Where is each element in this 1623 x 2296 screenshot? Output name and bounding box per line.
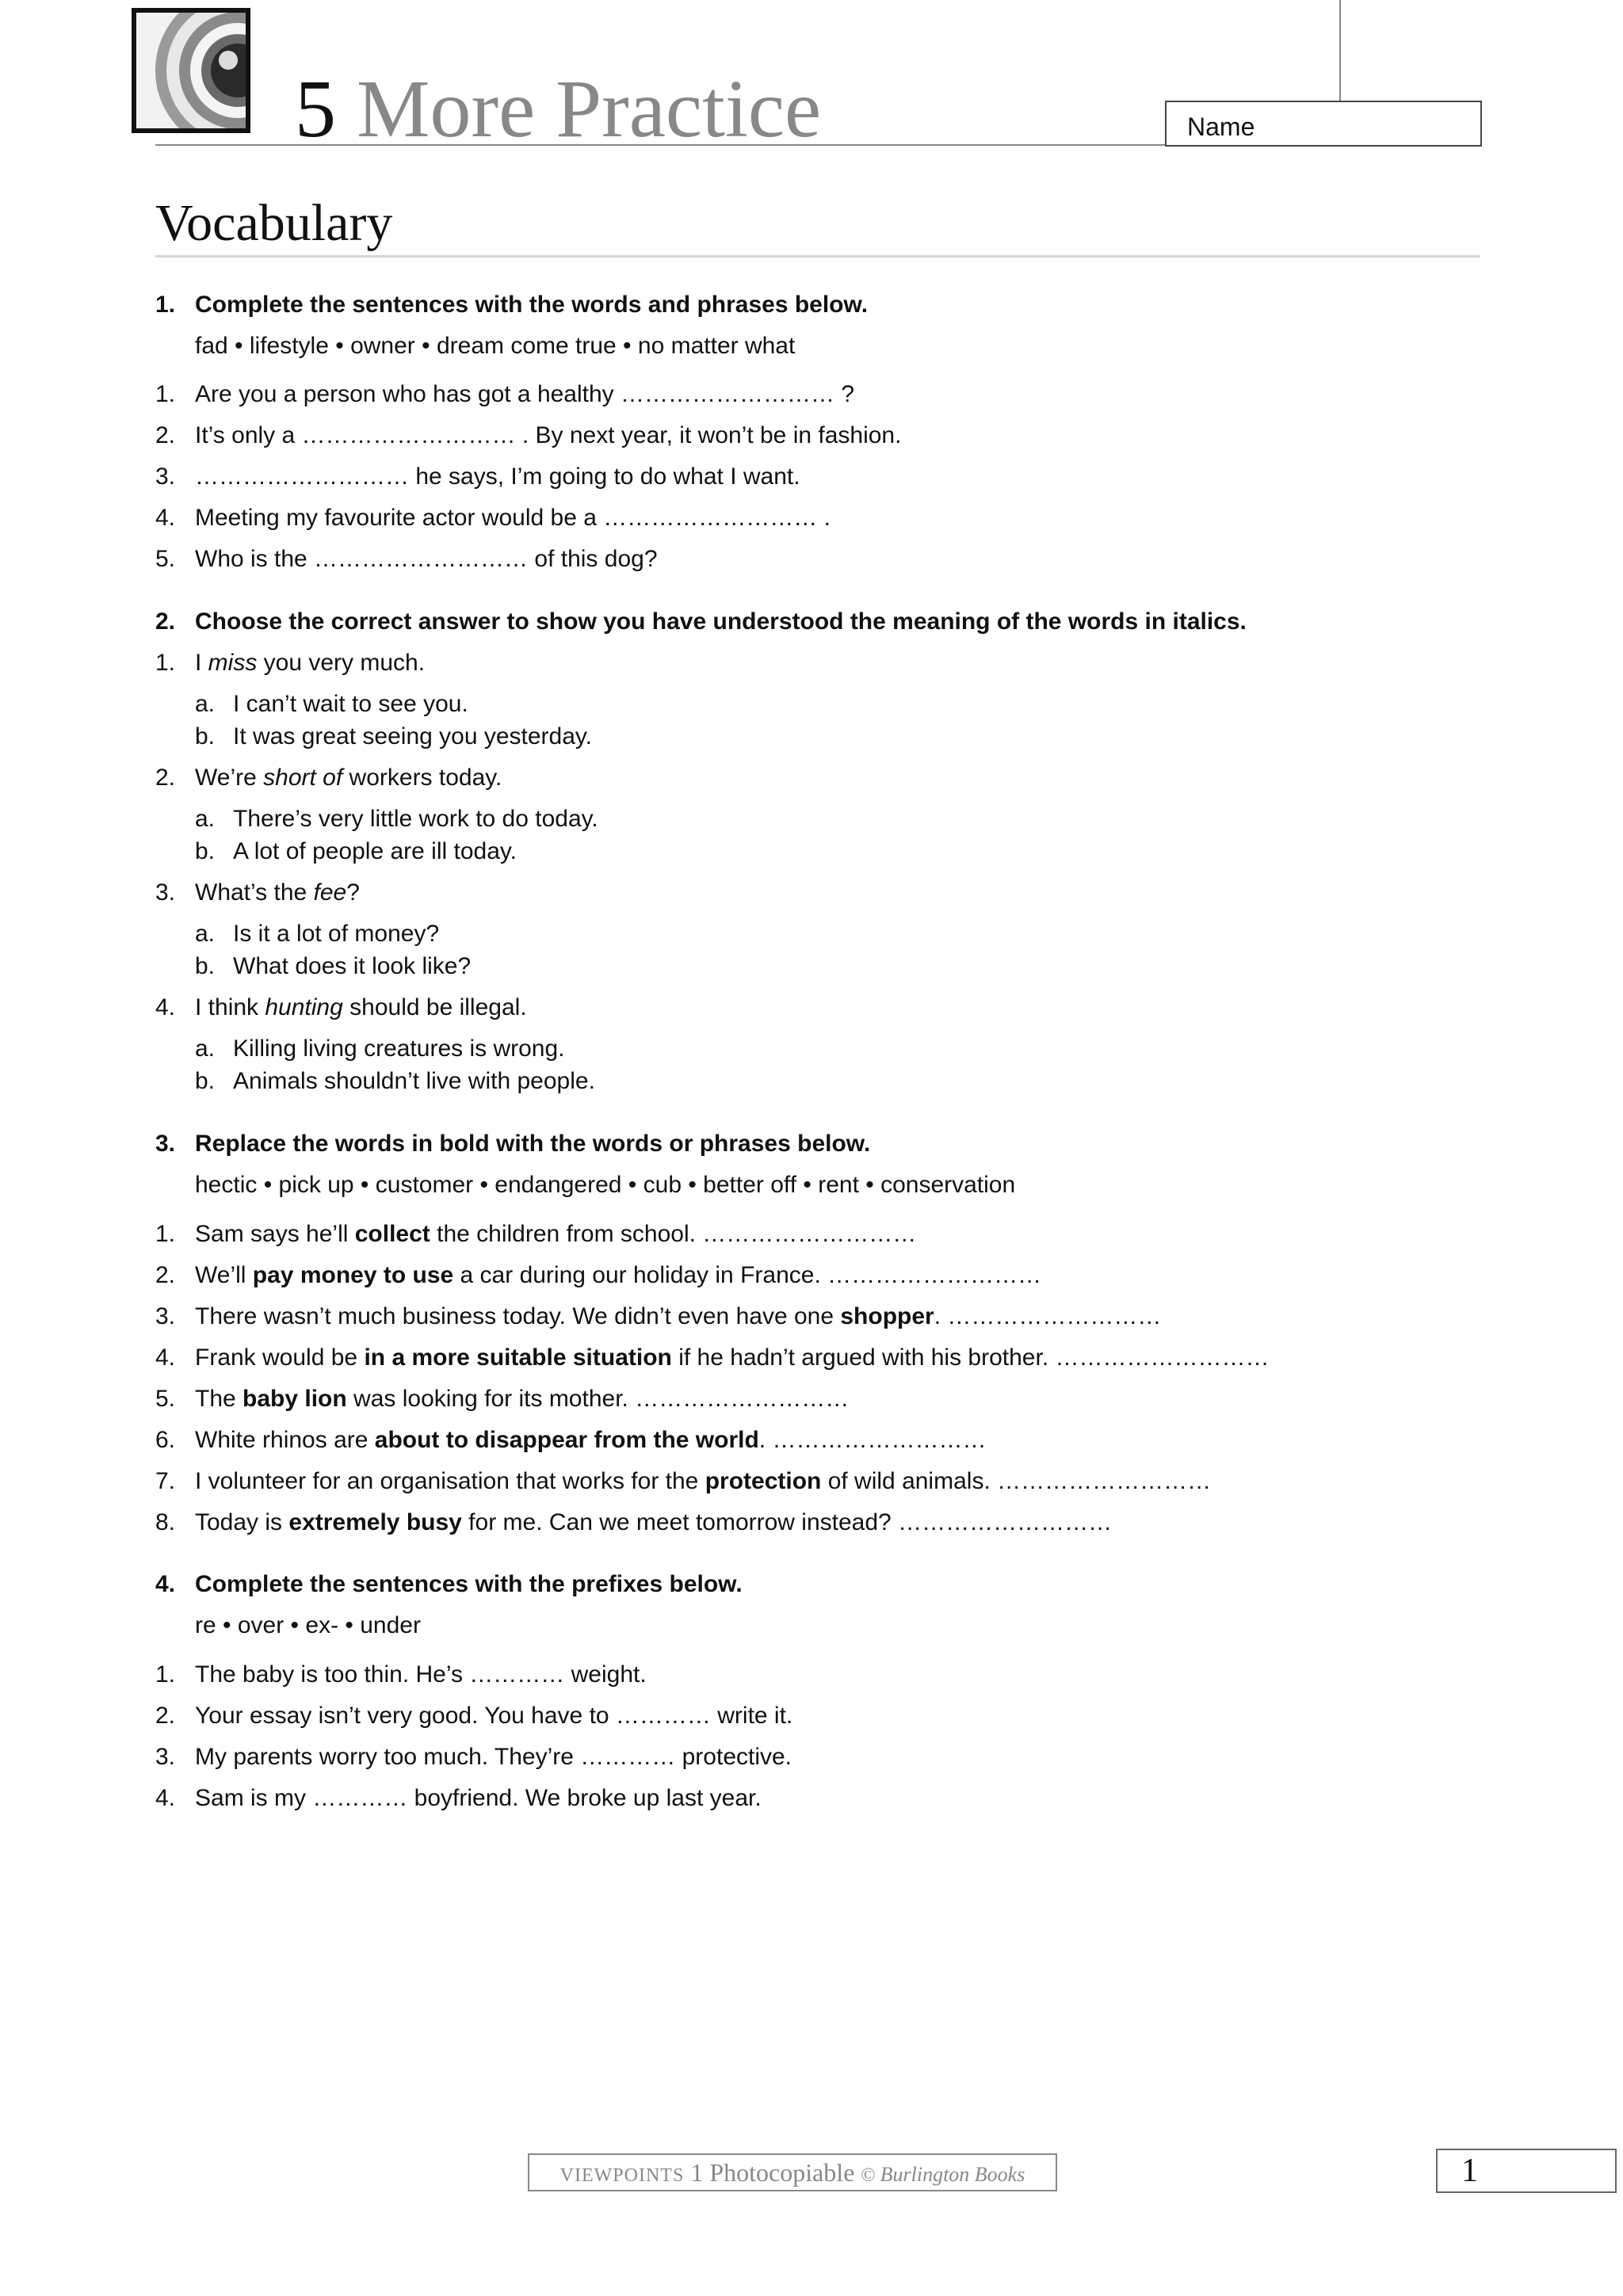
- section-divider: [155, 255, 1480, 257]
- series-name: VIEWPOINTS: [559, 2165, 685, 2186]
- option-text: It was great seeing you yesterday.: [233, 723, 593, 749]
- option-letter: b.: [195, 953, 216, 979]
- item-text: My parents worry too much. They’re ………… protective.: [195, 1744, 792, 1770]
- item-number: 3.: [155, 1303, 176, 1329]
- item-text: Sam says he’ll: [195, 1221, 355, 1247]
- option-letter: a.: [195, 691, 216, 717]
- item-number: 2.: [155, 422, 176, 448]
- option-text: A lot of people are ill today.: [233, 838, 517, 864]
- item-number: 4.: [155, 1344, 176, 1371]
- section-title: Vocabulary: [155, 194, 393, 252]
- option-text: Animals shouldn’t live with people.: [233, 1068, 595, 1094]
- item-text: the children from school. ………………………: [430, 1221, 917, 1247]
- italic-word: hunting: [265, 994, 343, 1020]
- item-text: What’s the: [195, 879, 314, 906]
- instruction-text: Choose the correct answer to show you have understood the meaning of the words in italics.: [195, 608, 1247, 635]
- italic-word: short of: [263, 765, 343, 791]
- photocopiable-label: Photocopiable: [709, 2158, 855, 2187]
- item-text: The baby is too thin. He’s ………… weight.: [195, 1661, 647, 1688]
- option-letter: a.: [195, 1035, 216, 1062]
- item-text: ?: [346, 879, 360, 906]
- item-number: 1.: [155, 1661, 176, 1688]
- exercise-number: 2.: [155, 608, 176, 635]
- option-text: Is it a lot of money?: [233, 921, 440, 947]
- item-number: 5.: [155, 1386, 176, 1412]
- item-number: 8.: [155, 1509, 176, 1535]
- item-text: was looking for its mother. ………………………: [346, 1386, 850, 1412]
- bold-phrase: shopper: [840, 1303, 934, 1329]
- item-text: The: [195, 1386, 243, 1412]
- exercise-number: 3.: [155, 1131, 176, 1157]
- item-text: should be illegal.: [342, 994, 527, 1020]
- camera-lens-icon: [136, 13, 246, 128]
- item-text: We’re: [195, 765, 264, 791]
- footer-credit: [528, 2153, 1057, 2191]
- name-label: Name: [1187, 113, 1255, 141]
- page-number: 1: [1436, 2149, 1617, 2193]
- option-letter: b.: [195, 1068, 216, 1094]
- series-level: 1: [690, 2158, 704, 2187]
- bold-phrase: about to disappear from the world: [374, 1427, 759, 1453]
- item-text: . ………………………: [934, 1303, 1162, 1329]
- exercise-number: 4.: [155, 1571, 176, 1597]
- exercise-number: 1.: [155, 292, 176, 318]
- publisher-name: Burlington Books: [880, 2163, 1025, 2186]
- bold-phrase: baby lion: [242, 1386, 347, 1412]
- option-letter: b.: [195, 838, 216, 864]
- unit-title: More Practice: [357, 63, 822, 154]
- item-number: 4.: [155, 994, 176, 1020]
- name-field[interactable]: [1165, 101, 1482, 147]
- item-text: Who is the ……………………… of this dog?: [195, 546, 658, 572]
- italic-word: fee: [313, 879, 347, 906]
- unit-number: 5: [295, 63, 336, 154]
- instruction-text: Replace the words in bold with the words or phrases below.: [195, 1131, 871, 1157]
- bold-phrase: collect: [354, 1221, 430, 1247]
- bold-phrase: in a more suitable situation: [364, 1344, 672, 1371]
- bold-phrase: protection: [705, 1468, 822, 1494]
- exercise-3-word-bank: hectic • pick up • customer • endangered • cub • better off • rent • conservation: [195, 1172, 1016, 1198]
- item-text: Sam is my ………… boyfriend. We broke up last year.: [195, 1785, 762, 1811]
- item-number: 2.: [155, 1703, 176, 1729]
- option-letter: a.: [195, 921, 216, 947]
- option-letter: a.: [195, 806, 216, 832]
- exercise-4-word-bank: re • over • ex- • under: [195, 1612, 421, 1638]
- item-text: Your essay isn’t very good. You have to ………… write it.: [195, 1703, 793, 1729]
- item-number: 7.: [155, 1468, 176, 1494]
- option-text: What does it look like?: [233, 953, 472, 979]
- item-text: workers today.: [342, 765, 502, 791]
- item-number: 1.: [155, 1221, 176, 1247]
- unit-logo: [132, 8, 250, 133]
- item-number: 1.: [155, 650, 176, 676]
- item-number: 5.: [155, 546, 176, 572]
- item-text: for me. Can we meet tomorrow instead? ………………………: [461, 1509, 1113, 1535]
- item-text: There wasn’t much business today. We didn’t even have one: [195, 1303, 841, 1329]
- item-number: 6.: [155, 1427, 176, 1453]
- item-text: I: [195, 650, 208, 676]
- item-number: 2.: [155, 765, 176, 791]
- option-text: I can’t wait to see you.: [233, 691, 468, 717]
- option-text: There’s very little work to do today.: [233, 806, 598, 832]
- item-text: It’s only a ……………………… . By next year, it won’t be in fashion.: [195, 422, 902, 448]
- item-number: 4.: [155, 505, 176, 531]
- bold-phrase: extremely busy: [288, 1509, 462, 1535]
- item-number: 3.: [155, 463, 176, 490]
- item-text: a car during our holiday in France. ………………………: [453, 1262, 1042, 1288]
- item-text: We’ll: [195, 1262, 253, 1288]
- instruction-text: Complete the sentences with the prefixes below.: [195, 1571, 743, 1597]
- item-text: I think: [195, 994, 265, 1020]
- item-number: 3.: [155, 1744, 176, 1770]
- bold-phrase: pay money to use: [252, 1262, 454, 1288]
- item-text: Are you a person who has got a healthy ……………………… ?: [195, 381, 855, 407]
- copyright-symbol: ©: [861, 2165, 880, 2186]
- item-text: . ………………………: [758, 1427, 987, 1453]
- exercise-1-word-bank: fad • lifestyle • owner • dream come true • no matter what: [195, 333, 796, 359]
- item-text: you very much.: [257, 650, 426, 676]
- item-text: Today is: [195, 1509, 289, 1535]
- item-text: White rhinos are: [195, 1427, 375, 1453]
- item-text: of wild animals. ………………………: [821, 1468, 1212, 1494]
- option-text: Killing living creatures is wrong.: [233, 1035, 565, 1062]
- item-number: 2.: [155, 1262, 176, 1288]
- italic-word: miss: [208, 650, 258, 676]
- option-letter: b.: [195, 723, 216, 749]
- item-text: ……………………… he says, I’m going to do what I want.: [195, 463, 800, 490]
- item-text: Frank would be: [195, 1344, 365, 1371]
- item-number: 4.: [155, 1785, 176, 1811]
- item-number: 3.: [155, 879, 176, 906]
- item-text: I volunteer for an organisation that works for the: [195, 1468, 705, 1494]
- instruction-text: Complete the sentences with the words and phrases below.: [195, 292, 869, 318]
- item-text: Meeting my favourite actor would be a ……………………… .: [195, 505, 831, 531]
- item-text: if he hadn’t argued with his brother. ………………………: [671, 1344, 1270, 1371]
- item-number: 1.: [155, 381, 176, 407]
